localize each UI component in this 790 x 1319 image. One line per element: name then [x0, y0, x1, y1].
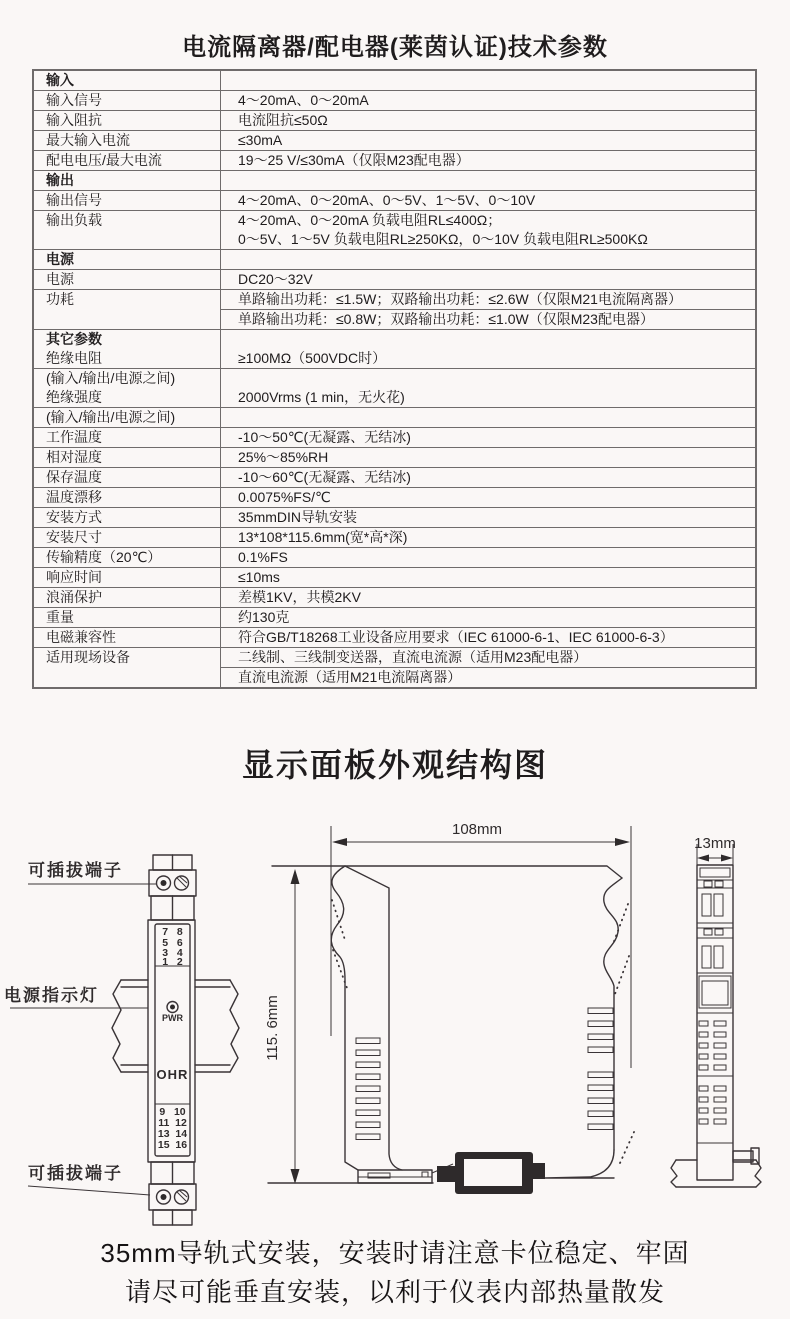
table-label-cell: [34, 528, 221, 547]
table-row: [34, 488, 755, 508]
table-value-cell: [221, 131, 755, 150]
table-label-cell: [34, 628, 221, 647]
table-value-text: 直流电流源（适用M21电流隔离器）: [238, 669, 462, 685]
table-row: [34, 330, 755, 369]
table-value-text: 差模1KV，共模2KV: [238, 589, 361, 605]
table-value-cell: [221, 111, 755, 130]
table-label-cell: [34, 648, 221, 687]
table-value-text: 0～5V、1～5V 负载电阻RL≥250KΩ，0～10V 负载电阻RL≥500KΩ: [238, 231, 648, 247]
table-label-cell: [34, 211, 221, 249]
table-value-cell: [221, 588, 755, 607]
terminal-numbers: 15 16: [157, 1139, 188, 1151]
spec-table: [32, 69, 757, 689]
table-label-text: 温度漂移: [46, 489, 102, 505]
table-label-text: 浪涌保护: [46, 589, 102, 605]
table-value-text: 0.0075%FS/℃: [238, 489, 331, 505]
table-label-text: 输入: [46, 72, 74, 88]
install-note-line: 35mm导轨式安装，安装时请注意卡位稳定、牢固: [100, 1238, 690, 1268]
table-value-subcell: [221, 151, 755, 170]
table-value-text: 2000Vrms (1 min，无火花): [238, 389, 405, 405]
thickness-dimension: 13mm: [694, 835, 736, 852]
table-label-text: 输入阻抗: [46, 112, 102, 128]
table-value-cell: [221, 508, 755, 527]
brand-logo: OHR: [156, 1067, 189, 1082]
table-label-cell: [34, 608, 221, 627]
table-row: [34, 408, 755, 428]
table-value-text: 电流阻抗≤50Ω: [238, 112, 328, 128]
table-value-cell: [221, 171, 755, 190]
table-label-cell: [34, 171, 221, 190]
table-row: [34, 211, 755, 250]
table-value-text: [238, 250, 755, 269]
terminal-numbers: 5 6: [162, 937, 183, 949]
table-label-text: 工作温度: [46, 429, 102, 445]
table-value-text: 0.1%FS: [238, 549, 288, 565]
table-value-text: 单路输出功耗：≤1.5W；双路输出功耗：≤2.6W（仅限M21电流隔离器）: [238, 291, 682, 307]
table-label-text: 电磁兼容性: [46, 629, 116, 645]
table-row: [34, 171, 755, 191]
table-value-subcell: [221, 468, 755, 487]
table-label-text: 相对湿度: [46, 449, 102, 465]
table-value-subcell: [221, 488, 755, 507]
table-value-text: ≥100MΩ（500VDC时）: [238, 350, 387, 366]
table-row: [34, 428, 755, 448]
table-row: [34, 111, 755, 131]
pluggable-terminal-label-top: 可插拔端子: [28, 861, 123, 880]
table-value-subcell: [221, 131, 755, 150]
table-value-cell: [221, 608, 755, 627]
table-row: [34, 448, 755, 468]
table-value-text: 单路输出功耗：≤0.8W；双路输出功耗：≤1.0W（仅限M23配电器）: [238, 311, 654, 327]
table-value-subcell: [221, 111, 755, 130]
table-value-subcell: [221, 588, 755, 607]
table-label-text: (输入/输出/电源之间): [46, 409, 176, 425]
din-clip: [437, 1152, 545, 1194]
table-row: [34, 290, 755, 330]
table-row: [34, 468, 755, 488]
terminal-numbers: 11 12: [158, 1117, 187, 1129]
table-label-text: 绝缘强度: [46, 389, 102, 405]
table-label-text: 重量: [46, 609, 74, 625]
table-row: [34, 131, 755, 151]
table-label-text: 电源: [46, 271, 74, 287]
table-label-text: 安装尺寸: [46, 529, 102, 545]
table-row: [34, 648, 755, 687]
table-label-cell: [34, 448, 221, 467]
table-value-text: [238, 330, 755, 349]
table-label-cell: [34, 191, 221, 210]
table-value-cell: [221, 250, 755, 269]
table-value-text: 4～20mA、0～20mA 负载电阻RL≤400Ω；: [238, 212, 502, 228]
profile-view: [264, 821, 634, 1194]
table-value-text: [238, 408, 755, 427]
table-value-subcell: [221, 528, 755, 547]
table-label-cell: [34, 508, 221, 527]
table-value-subcell: [221, 428, 755, 447]
table-value-text: DC20～32V: [238, 271, 313, 287]
table-label-cell: [34, 131, 221, 150]
table-label-text: 响应时间: [46, 569, 102, 585]
table-label-cell: [34, 468, 221, 487]
table-value-text: -10～50℃(无凝露、无结冰): [238, 429, 411, 445]
table-label-text: 功耗: [46, 291, 74, 307]
table-label-text: 配电电压/最大电流: [46, 152, 162, 168]
table-value-text: -10～60℃(无凝露、无结冰): [238, 469, 411, 485]
table-row: [34, 568, 755, 588]
table-label-text: 保存温度: [46, 469, 102, 485]
table-row: [34, 71, 755, 91]
table-row: [34, 270, 755, 290]
section-title: 显示面板外观结构图: [241, 747, 548, 783]
table-row: [34, 250, 755, 270]
table-value-cell: [221, 428, 755, 447]
table-value-text: ≤30mA: [238, 132, 283, 148]
pwr-label: PWR: [162, 1013, 183, 1023]
table-label-cell: [34, 71, 221, 90]
table-value-text: [238, 71, 755, 90]
table-value-subcell: [221, 270, 755, 289]
terminal-numbers: 3 4: [162, 947, 183, 959]
table-value-subcell: [221, 91, 755, 110]
table-label-text: 绝缘电阻: [46, 350, 102, 366]
table-label-text: 适用现场设备: [46, 649, 130, 665]
table-value-subcell: [221, 667, 755, 687]
table-value-cell: [221, 290, 755, 329]
table-value-cell: [221, 151, 755, 170]
terminal-numbers: 7 8: [162, 926, 183, 938]
table-value-subcell: [221, 548, 755, 567]
table-value-text: 二线制、三线制变送器，直流电流源（适用M23配电器）: [238, 649, 588, 665]
table-label-cell: [34, 151, 221, 170]
table-value-subcell: [221, 309, 755, 329]
table-label-text: 输入信号: [46, 92, 102, 108]
table-row: [34, 548, 755, 568]
table-label-cell: [34, 369, 221, 407]
structure-drawing: [0, 818, 790, 1248]
table-value-subcell: [221, 250, 755, 269]
table-value-text: 25%～85%RH: [238, 449, 329, 465]
table-label-cell: [34, 270, 221, 289]
table-label-text: (输入/输出/电源之间): [46, 370, 176, 386]
side-view: [671, 835, 761, 1187]
table-value-subcell: [221, 211, 755, 249]
din-rail: [112, 980, 239, 1072]
front-view: [4, 855, 239, 1225]
table-label-cell: [34, 250, 221, 269]
table-row: [34, 528, 755, 548]
table-value-subcell: [221, 508, 755, 527]
table-row: [34, 151, 755, 171]
table-row: [34, 91, 755, 111]
table-value-cell: [221, 191, 755, 210]
table-value-cell: [221, 91, 755, 110]
depth-dimension: 115. 6mm: [264, 995, 281, 1061]
table-row: [34, 369, 755, 408]
table-value-text: 13*108*115.6mm(宽*高*深): [238, 529, 408, 545]
table-value-subcell: [221, 369, 755, 407]
width-dimension: 108mm: [451, 821, 503, 838]
table-value-subcell: [221, 330, 755, 368]
table-label-cell: [34, 588, 221, 607]
table-value-subcell: [221, 71, 755, 90]
table-label-cell: [34, 330, 221, 368]
page-title: 电流隔离器/配电器(莱茵认证)技术参数: [182, 34, 608, 61]
table-value-subcell: [221, 408, 755, 427]
table-value-cell: [221, 648, 755, 687]
table-label-text: 输出: [46, 172, 74, 188]
table-value-cell: [221, 628, 755, 647]
table-label-cell: [34, 91, 221, 110]
rail-cross-section: [671, 1160, 761, 1187]
table-value-subcell: [221, 191, 755, 210]
table-value-cell: [221, 270, 755, 289]
table-label-cell: [34, 408, 221, 427]
pluggable-terminal-label-bottom: 可插拔端子: [28, 1164, 123, 1183]
table-label-text: 安装方式: [46, 509, 102, 525]
table-label-cell: [34, 111, 221, 130]
table-label-cell: [34, 568, 221, 587]
vent-slots: [356, 1008, 613, 1140]
install-note: [0, 1234, 790, 1312]
table-value-cell: [221, 528, 755, 547]
table-value-text: ≤10ms: [238, 569, 280, 585]
terminal-numbers: 1 2: [162, 956, 183, 968]
table-value-cell: [221, 71, 755, 90]
terminal-numbers: 13 14: [157, 1128, 188, 1140]
table-value-cell: [221, 330, 755, 368]
table-label-text: 输出负载: [46, 212, 102, 228]
table-value-text: 约130克: [238, 609, 290, 625]
table-value-subcell: [221, 568, 755, 587]
table-value-subcell: [221, 290, 755, 309]
table-value-cell: [221, 468, 755, 487]
module-side: [697, 865, 759, 1180]
table-row: [34, 508, 755, 528]
table-value-subcell: [221, 448, 755, 467]
table-label-cell: [34, 488, 221, 507]
table-label-cell: [34, 428, 221, 447]
install-note-line: 请尽可能垂直安装，以利于仪表内部热量散发: [124, 1277, 665, 1307]
table-row: [34, 588, 755, 608]
table-label-text: 最大输入电流: [46, 132, 130, 148]
table-label-cell: [34, 290, 221, 329]
table-label-text: 输出信号: [46, 192, 102, 208]
table-value-text: [238, 369, 755, 388]
table-value-text: 19～25 V/≤30mA（仅限M23配电器）: [238, 152, 470, 168]
table-value-cell: [221, 488, 755, 507]
table-value-subcell: [221, 628, 755, 647]
table-value-cell: [221, 408, 755, 427]
table-value-text: [238, 171, 755, 190]
table-value-cell: [221, 548, 755, 567]
table-value-cell: [221, 369, 755, 407]
table-label-cell: [34, 548, 221, 567]
table-value-text: 4～20mA、0～20mA: [238, 92, 369, 108]
table-value-text: 35mmDIN导轨安装: [238, 509, 358, 525]
table-row: [34, 608, 755, 628]
table-value-cell: [221, 211, 755, 249]
table-value-text: 符合GB/T18268工业设备应用要求（IEC 61000-6-1、IEC 61000-6-3）: [238, 629, 674, 645]
table-row: [34, 191, 755, 211]
leader-line: [28, 1186, 150, 1195]
table-row: [34, 628, 755, 648]
table-value-subcell: [221, 171, 755, 190]
table-value-subcell: [221, 648, 755, 667]
table-label-text: 传输精度（20℃）: [46, 549, 162, 565]
table-value-subcell: [221, 608, 755, 627]
module-front: [148, 855, 196, 1225]
table-value-text: 4～20mA、0～20mA、0～5V、1～5V、0～10V: [238, 192, 536, 208]
table-label-text: 其它参数: [46, 331, 102, 347]
table-value-cell: [221, 448, 755, 467]
table-label-text: 电源: [46, 251, 74, 267]
table-value-cell: [221, 568, 755, 587]
terminal-numbers: 9 10: [159, 1106, 186, 1118]
power-indicator-label: 电源指示灯: [4, 986, 99, 1005]
